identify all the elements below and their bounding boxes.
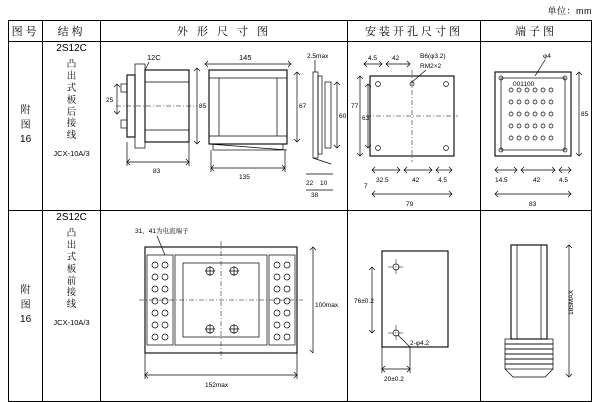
- row2-mount-label-2phi4-2: 2-φ4.2: [409, 340, 430, 347]
- row1-mount-label-42b: 42: [411, 177, 420, 184]
- header-mounting: 安装开孔尺寸图: [347, 21, 480, 42]
- header-terminal: 端子图: [480, 21, 591, 42]
- row2-structure-desc: 凸出式板前接线: [66, 228, 77, 311]
- dimension-table: [8, 20, 592, 402]
- unit-note: 单位：mm: [547, 6, 592, 16]
- row1-outline-label-60: 60: [338, 113, 347, 120]
- row1-term-label-42: 42: [532, 177, 541, 184]
- row1-outline-drawing: [100, 42, 347, 211]
- row1-mount-label-77: 77: [350, 103, 359, 110]
- row1-structure-desc: 凸出式板后接线: [66, 59, 77, 142]
- row1-outline-label-145: 145: [238, 53, 252, 62]
- row1-code: [9, 42, 43, 211]
- row1-model: 2S12C: [56, 43, 87, 54]
- row1-structure: [43, 42, 101, 211]
- row1-term-pinrow-1: 001100: [512, 81, 535, 88]
- row1-mount-label-RM2: RM2×2: [419, 63, 442, 70]
- row2-structure-sub: JCX-10A/3: [53, 317, 90, 327]
- row1-code-char-3: 16: [20, 134, 32, 146]
- row1-mount-label-B6: B6(φ3.2): [419, 53, 446, 60]
- table-row: [9, 211, 592, 402]
- row1-outline-label-25: 25: [105, 97, 114, 104]
- row2-code-char-2: 图: [20, 299, 31, 311]
- row2-model: 2S12C: [56, 212, 87, 223]
- row2-outline-label-100max: 100max: [314, 302, 339, 309]
- row1-mount-label-32-5: 32.5: [375, 177, 389, 184]
- row1-mount-label-7: 7: [363, 183, 368, 190]
- row1-mount-label-4-5b: 4.5: [437, 177, 448, 184]
- row2-code-char-1: 附: [20, 285, 31, 297]
- row1-outline-label-38: 38: [310, 192, 319, 199]
- row2-mounting-drawing: [347, 211, 480, 402]
- row1-outline-label-2-5max: 2.5max: [306, 53, 329, 60]
- row1-outline-label-83: 83: [152, 168, 161, 175]
- row1-mount-label-63: 63: [361, 115, 370, 122]
- row2-terminal-drawing: [480, 211, 591, 402]
- row2-code: [9, 211, 43, 402]
- row1-mount-label-42: 42: [391, 55, 400, 62]
- table-row: [9, 42, 592, 211]
- table-header-row: [9, 21, 592, 42]
- row1-outline-label-12C: 12C: [146, 53, 161, 62]
- row1-mount-label-4-5: 4.5: [367, 55, 378, 62]
- row1-mount-label-79: 79: [405, 201, 414, 208]
- row2-mount-label-20: 20±0.2: [383, 376, 404, 383]
- row2-outline-note: 31、41为电流端子: [134, 228, 189, 235]
- row1-outline-label-135: 135: [238, 174, 250, 181]
- row1-terminal-drawing: [480, 42, 591, 211]
- row1-outline-label-22: 22: [305, 180, 314, 187]
- row1-term-label-4-5: 4.5: [558, 177, 569, 184]
- row1-term-label-14-5: 14.5: [494, 177, 508, 184]
- header-code: 图号: [9, 21, 43, 42]
- row1-code-char-2: 图: [20, 119, 31, 131]
- row1-outline-label-85: 85: [198, 103, 207, 110]
- row1-structure-sub: JCX-10A/3: [53, 148, 90, 158]
- row1-mounting-drawing: [347, 42, 480, 211]
- row2-outline-label-152max: 152max: [204, 382, 229, 389]
- row2-term-label-185max: 185MAX: [567, 290, 575, 315]
- row1-code-char-1: 附: [20, 105, 31, 117]
- row1-outline-label-67: 67: [298, 103, 307, 110]
- row2-mount-label-76: 76±0.2: [353, 298, 374, 305]
- row2-structure: [43, 211, 101, 402]
- row2-code-char-3: 16: [20, 314, 32, 326]
- row1-term-label-phi4: φ4: [542, 53, 551, 60]
- row1-term-label-85: 85: [580, 111, 589, 118]
- row1-outline-label-10: 10: [319, 180, 328, 187]
- row2-outline-drawing: [100, 211, 347, 402]
- row1-term-label-83: 83: [528, 201, 537, 208]
- header-structure: 结构: [43, 21, 101, 42]
- header-outline: 外 形 尺 寸 图: [100, 21, 347, 42]
